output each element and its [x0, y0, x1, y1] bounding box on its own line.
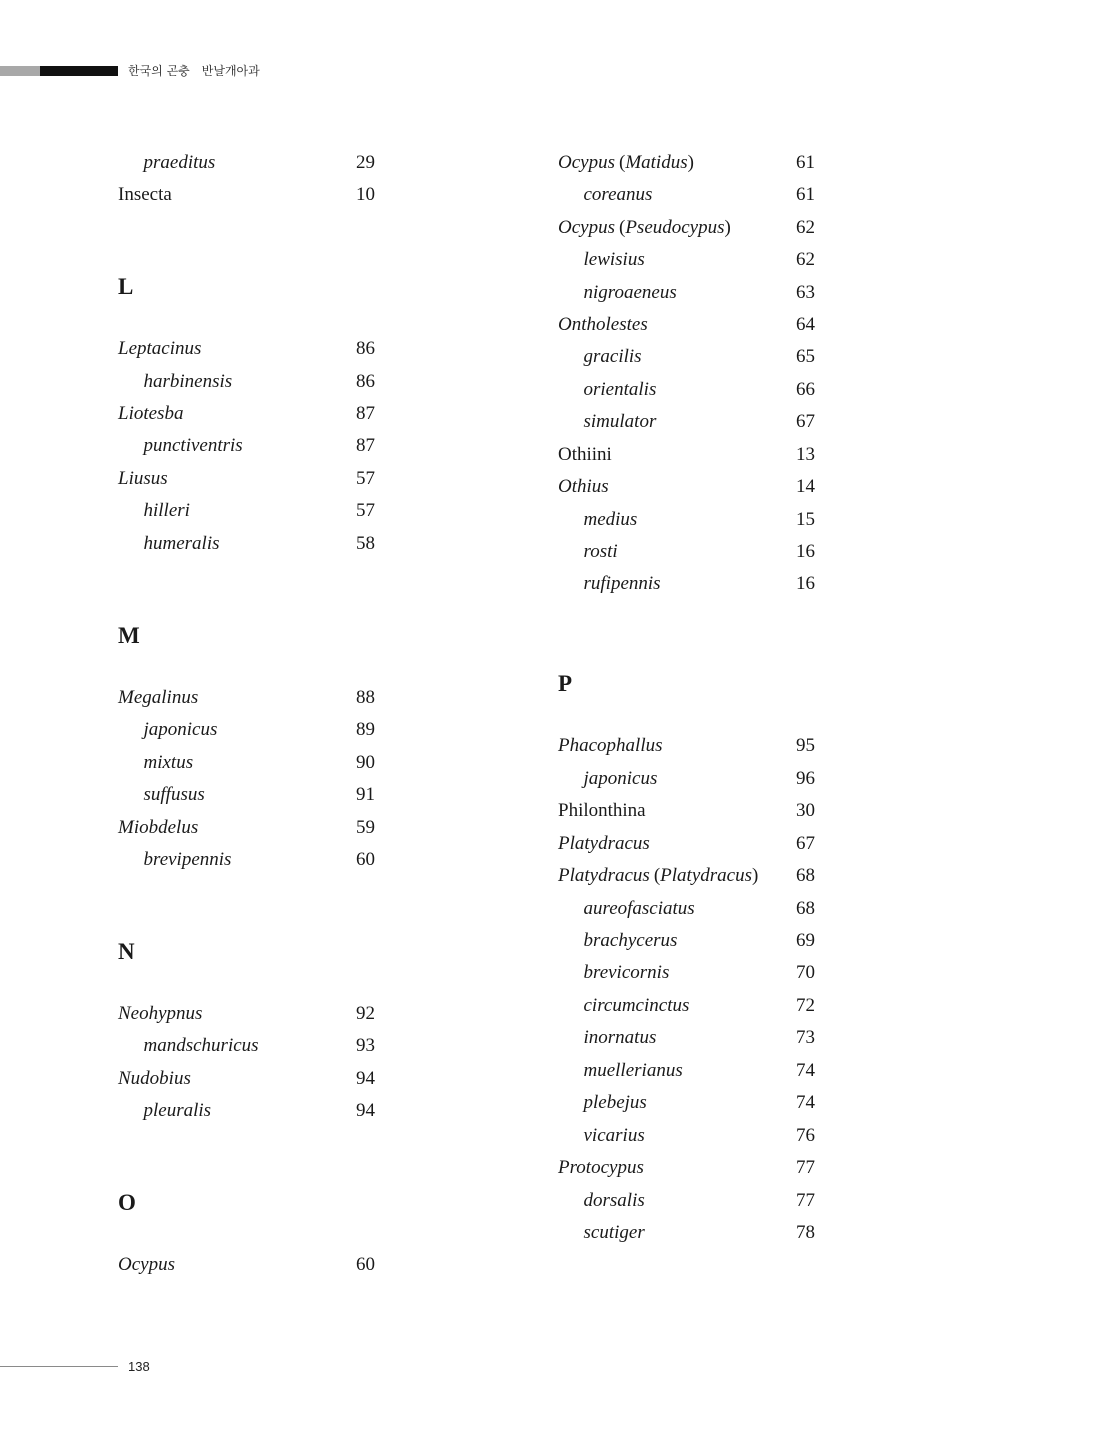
index-entry-species	[118, 714, 418, 746]
taxon-name: humeralis	[143, 532, 220, 554]
entry-name	[118, 333, 201, 365]
entry-name	[118, 1249, 175, 1281]
index-entry-species	[118, 528, 418, 560]
entry-page-number: 61	[796, 151, 815, 173]
index-entry-species	[558, 925, 858, 957]
taxon-name: aureofasciatus	[583, 897, 695, 919]
entry-name	[584, 1217, 645, 1249]
entry-page-number: 61	[796, 184, 815, 206]
index-entry-species	[558, 1022, 858, 1054]
entry-name	[558, 730, 663, 762]
index-entry	[118, 998, 418, 1030]
index-section-p	[558, 668, 858, 1249]
entry-name	[584, 1087, 647, 1119]
entry-page-number: 94	[356, 1067, 375, 1089]
subgenus-close-paren: )	[751, 865, 759, 887]
entry-name	[584, 893, 695, 925]
index-entry	[118, 333, 418, 365]
index-entry	[118, 1063, 418, 1095]
entry-page-number: 16	[796, 541, 815, 563]
entry-page-number: 13	[796, 443, 815, 465]
entry-name	[144, 528, 220, 560]
entry-page-number: 14	[796, 476, 815, 498]
entry-name	[558, 212, 731, 244]
entry-page-number: 15	[796, 508, 815, 530]
index-entry	[558, 309, 858, 341]
page-number: 138	[128, 1359, 150, 1374]
entry-name	[584, 1022, 657, 1054]
subgenus-name: Pseudocypus	[625, 216, 725, 238]
index-entry-species	[558, 374, 858, 406]
running-header	[128, 63, 260, 79]
entry-page-number: 95	[796, 735, 815, 757]
index-entry-species	[558, 990, 858, 1022]
index-entry-species	[558, 893, 858, 925]
index-entry-species	[558, 1120, 858, 1152]
index-entry	[118, 682, 418, 714]
index-entry	[558, 471, 858, 503]
index-entry	[558, 795, 858, 827]
entry-name	[144, 495, 190, 527]
taxon-name: Neohypnus	[118, 1002, 203, 1024]
entry-page-number: 74	[796, 1092, 815, 1114]
taxon-name: praeditus	[143, 151, 216, 173]
entry-name	[558, 860, 758, 892]
subgenus-close-paren: )	[724, 216, 731, 238]
entry-name	[118, 998, 202, 1030]
taxon-name: rufipennis	[583, 573, 661, 595]
index-entry	[558, 860, 858, 892]
taxon-name: orientalis	[583, 378, 657, 400]
taxon-name: suffusus	[143, 784, 205, 806]
entry-page-number: 65	[796, 346, 815, 368]
subgenus-name: Matidus	[625, 151, 688, 173]
taxon-name: brachycerus	[583, 930, 678, 952]
taxon-name: Philonthina	[558, 800, 646, 822]
index-letter-heading: O	[118, 1190, 136, 1216]
taxon-name: japonicus	[583, 767, 658, 789]
entry-page-number: 66	[796, 378, 815, 400]
entry-page-number: 69	[796, 930, 815, 952]
index-section-continued	[558, 147, 858, 601]
entry-name	[144, 714, 218, 746]
entry-name	[118, 682, 198, 714]
index-entry	[118, 1249, 418, 1281]
entry-page-number: 78	[796, 1221, 815, 1243]
entry-name	[144, 366, 233, 398]
taxon-name: lewisius	[583, 249, 645, 271]
entry-name	[584, 374, 657, 406]
index-entry-species	[118, 430, 418, 462]
entry-page-number: 67	[796, 411, 815, 433]
index-entry-species	[118, 366, 418, 398]
entry-name	[584, 957, 670, 989]
taxon-name: vicarius	[583, 1124, 645, 1146]
entry-name	[584, 1120, 645, 1152]
taxon-name: Ocypus	[558, 216, 615, 238]
entry-page-number: 64	[796, 313, 815, 335]
entry-page-number: 76	[796, 1124, 815, 1146]
index-entry-species	[118, 1030, 418, 1062]
index-entry-species	[118, 747, 418, 779]
index-entry	[558, 147, 858, 179]
index-entry-species	[558, 1055, 858, 1087]
entry-page-number: 57	[356, 500, 375, 522]
entry-page-number: 90	[356, 751, 375, 773]
index-entry-species	[118, 495, 418, 527]
entry-page-number: 68	[796, 897, 815, 919]
entry-name	[558, 795, 646, 827]
taxon-name: Ocypus	[558, 151, 615, 173]
index-entry-species	[118, 844, 418, 876]
taxon-name: Phacophallus	[558, 735, 663, 757]
entry-name	[584, 536, 618, 568]
entry-page-number: 67	[796, 832, 815, 854]
taxon-name: circumcinctus	[583, 994, 690, 1016]
index-entry-species	[558, 179, 858, 211]
entry-name	[118, 812, 198, 844]
entry-page-number: 77	[796, 1189, 815, 1211]
index-entry	[118, 812, 418, 844]
taxon-name: brevipennis	[143, 848, 232, 870]
taxon-name: punctiventris	[143, 435, 243, 457]
index-entry	[558, 730, 858, 762]
entry-page-number: 62	[796, 249, 815, 271]
index-entry-species	[558, 763, 858, 795]
entry-name	[584, 990, 690, 1022]
taxon-name: plebejus	[583, 1092, 647, 1114]
taxon-name: Liusus	[118, 467, 168, 489]
entry-name	[558, 1152, 644, 1184]
taxon-name: pleuralis	[143, 1100, 212, 1122]
entry-page-number: 60	[356, 848, 375, 870]
index-entry	[558, 439, 858, 471]
entry-page-number: 57	[356, 467, 375, 489]
entry-page-number: 59	[356, 816, 375, 838]
entry-page-number: 62	[796, 216, 815, 238]
entry-page-number: 58	[356, 532, 375, 554]
entry-name	[558, 828, 650, 860]
index-entry-species	[558, 244, 858, 276]
entry-name	[584, 568, 661, 600]
index-entry-species	[118, 147, 418, 179]
entry-page-number: 96	[796, 767, 815, 789]
taxon-name: Ocypus	[118, 1254, 175, 1276]
entry-name	[144, 779, 205, 811]
entry-page-number: 73	[796, 1027, 815, 1049]
taxon-name: Platydracus	[558, 865, 650, 887]
section-title: 반날개아과	[201, 64, 260, 78]
entry-name	[584, 244, 645, 276]
entry-page-number: 60	[356, 1254, 375, 1276]
index-letter-heading: N	[118, 938, 135, 964]
entry-page-number: 93	[356, 1035, 375, 1057]
taxon-name: Miobdelus	[118, 816, 199, 838]
entry-name	[584, 925, 678, 957]
index-entry-species	[558, 1185, 858, 1217]
footer-rule	[0, 1366, 118, 1367]
entry-name	[144, 1095, 212, 1127]
entry-name	[558, 147, 694, 179]
entry-page-number: 87	[356, 403, 375, 425]
taxon-name: Leptacinus	[118, 338, 202, 360]
taxon-name: harbinensis	[143, 370, 233, 392]
taxon-name: gracilis	[583, 346, 642, 368]
taxon-name: Insecta	[118, 184, 172, 206]
index-entry-species	[118, 779, 418, 811]
index-entry-species	[558, 568, 858, 600]
entry-page-number: 77	[796, 1157, 815, 1179]
taxon-name: hilleri	[143, 500, 190, 522]
taxon-name: mandschuricus	[143, 1035, 259, 1057]
index-entry	[118, 398, 418, 430]
entry-page-number: 87	[356, 435, 375, 457]
subgenus-open-paren: (	[653, 865, 661, 887]
taxon-name: Platydracus	[558, 832, 650, 854]
entry-name	[144, 430, 243, 462]
entry-name	[584, 763, 658, 795]
taxon-name: Othiini	[558, 443, 612, 465]
taxon-name: coreanus	[583, 184, 653, 206]
entry-page-number: 10	[356, 184, 375, 206]
entry-name	[584, 1185, 645, 1217]
index-letter-heading: M	[118, 622, 140, 648]
index-column-left	[118, 147, 418, 1282]
entry-page-number: 74	[796, 1059, 815, 1081]
entry-name	[584, 406, 657, 438]
taxon-name: scutiger	[583, 1221, 645, 1243]
index-section-o	[118, 1187, 418, 1281]
index-entry	[558, 212, 858, 244]
index-entry-species	[558, 957, 858, 989]
entry-page-number: 72	[796, 994, 815, 1016]
entry-page-number: 30	[796, 800, 815, 822]
entry-name	[118, 398, 183, 430]
entry-page-number: 86	[356, 370, 375, 392]
entry-name	[584, 504, 638, 536]
taxon-name: mixtus	[143, 751, 194, 773]
index-section-l	[118, 271, 418, 560]
entry-name	[584, 179, 653, 211]
index-entry	[558, 828, 858, 860]
index-entry	[118, 179, 418, 211]
entry-page-number: 92	[356, 1002, 375, 1024]
taxon-name: Nudobius	[118, 1067, 191, 1089]
entry-page-number: 70	[796, 962, 815, 984]
index-entry-species	[118, 1095, 418, 1127]
taxon-name: muellerianus	[583, 1059, 683, 1081]
entry-name	[118, 1063, 191, 1095]
entry-name	[584, 1055, 683, 1087]
entry-name	[558, 439, 612, 471]
taxon-name: Ontholestes	[558, 313, 648, 335]
index-entry-species	[558, 536, 858, 568]
index-entry-species	[558, 341, 858, 373]
index-section-m	[118, 620, 418, 877]
subgenus-close-paren: )	[687, 151, 694, 173]
book-title: 한국의 곤충	[128, 64, 190, 78]
entry-name	[584, 277, 677, 309]
taxon-name: dorsalis	[583, 1189, 645, 1211]
header-black-bar	[40, 66, 118, 76]
entry-page-number: 88	[356, 686, 375, 708]
entry-name	[118, 463, 168, 495]
entry-page-number: 91	[356, 784, 375, 806]
taxon-name: Protocypus	[558, 1157, 644, 1179]
index-entry-species	[558, 277, 858, 309]
taxon-name: Megalinus	[118, 686, 199, 708]
index-letter-heading: L	[118, 274, 134, 300]
entry-page-number: 94	[356, 1100, 375, 1122]
taxon-name: japonicus	[143, 719, 218, 741]
index-entry-species	[558, 406, 858, 438]
index-entry	[118, 463, 418, 495]
entry-page-number: 86	[356, 338, 375, 360]
entry-name	[144, 1030, 259, 1062]
entry-page-number: 89	[356, 719, 375, 741]
entry-page-number: 29	[356, 151, 375, 173]
index-entry	[558, 1152, 858, 1184]
taxon-name: simulator	[583, 411, 657, 433]
entry-name	[144, 844, 232, 876]
taxon-name: rosti	[583, 541, 618, 563]
index-entry-species	[558, 1087, 858, 1119]
entry-name	[558, 471, 609, 503]
entry-name	[558, 309, 648, 341]
entry-name	[144, 147, 216, 179]
subgenus-name: Platydracus	[660, 865, 752, 887]
subgenus-open-paren: (	[618, 151, 626, 173]
entry-page-number: 16	[796, 573, 815, 595]
entry-name	[584, 341, 642, 373]
entry-page-number: 68	[796, 865, 815, 887]
taxon-name: Othius	[558, 476, 609, 498]
index-column-right	[558, 147, 858, 1250]
index-letter-heading: P	[558, 671, 573, 697]
index-entry-species	[558, 1217, 858, 1249]
index-entry-species	[558, 504, 858, 536]
subgenus-open-paren: (	[618, 216, 626, 238]
taxon-name: medius	[583, 508, 638, 530]
entry-name	[118, 179, 172, 211]
index-section-n	[118, 936, 418, 1128]
index-section-continued	[118, 147, 418, 212]
taxon-name: nigroaeneus	[583, 281, 677, 303]
taxon-name: brevicornis	[583, 962, 670, 984]
entry-page-number: 63	[796, 281, 815, 303]
entry-name	[144, 747, 194, 779]
taxon-name: Liotesba	[118, 403, 184, 425]
header-gray-bar	[0, 66, 40, 76]
taxon-name: inornatus	[583, 1027, 657, 1049]
